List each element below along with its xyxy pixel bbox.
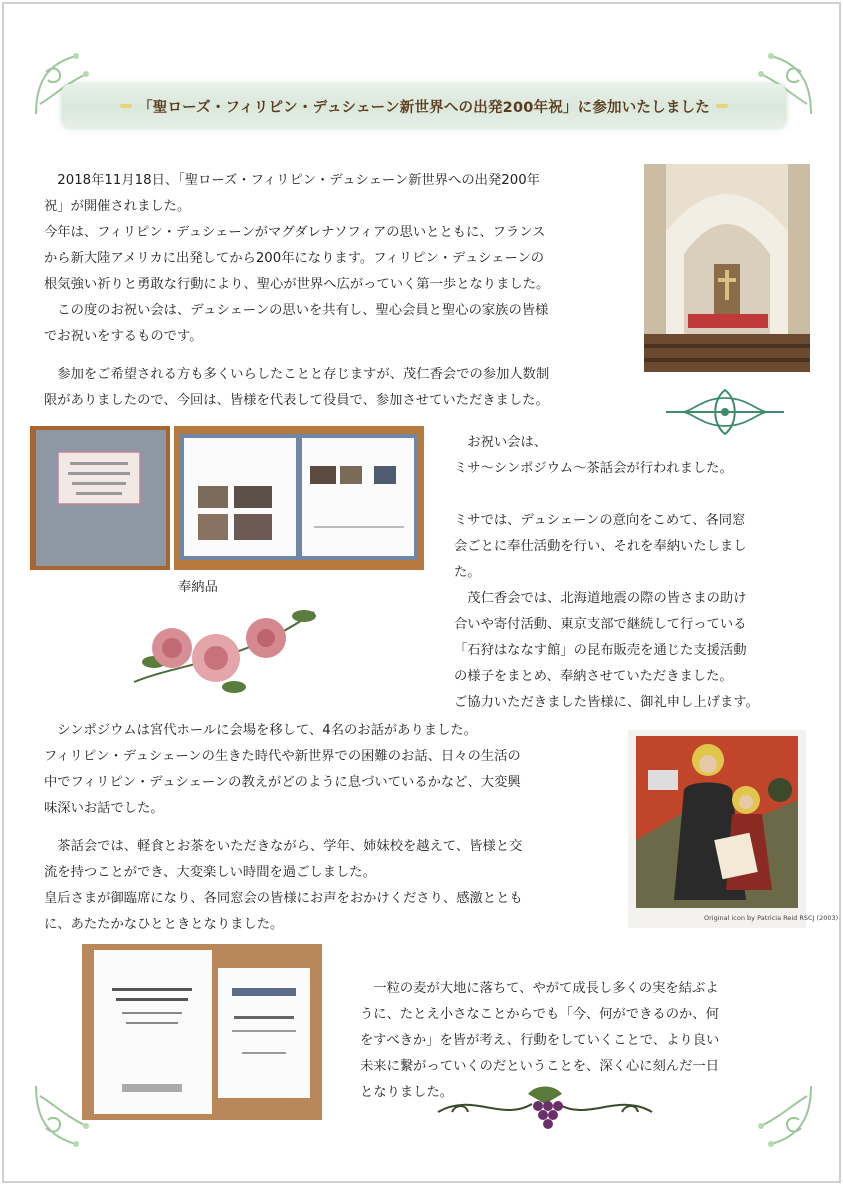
intro-paragraph: [44, 168, 624, 350]
text-line: 「石狩はななす館」の昆布販売を通じた支援活動: [454, 643, 747, 658]
text-line: 今年は、フィリピン・デュシェーンがマグダレナソフィアの思いとともに、フランス: [44, 225, 546, 240]
text-line: [454, 482, 804, 508]
grape-ornament-icon: [432, 1082, 658, 1142]
offering-caption: 奉納品: [178, 580, 218, 595]
text-line: ご協力いただきました皆様に、御礼申し上げます。: [454, 695, 759, 710]
offering-album-cover-photo: [30, 426, 170, 570]
tea-paragraph: [44, 834, 624, 938]
text-line: に、あたたかなひとときとなりました。: [44, 917, 284, 932]
text-line: ミサ～シンポジウム～茶話会が行われました。: [454, 461, 733, 476]
offering-album-open-photo: [174, 426, 424, 570]
text-line: 2018年11月18日、「聖ローズ・フィリピン・デュシェーン新世界への出発200年: [44, 173, 540, 188]
title-banner: [62, 84, 786, 128]
text-line: 参加をご希望される方も多くいらしたことと存じますが、茂仁香会での参加人数制: [44, 367, 550, 382]
page-title: 「聖ローズ・フィリピン・デュシェーン新世界への出発200年祝」に参加いたしました: [138, 99, 710, 116]
text-line: 茶話会では、軽食とお茶をいただきながら、学年、姉妹校を越えて、皆様と交: [44, 839, 523, 854]
dash-icon: [120, 104, 132, 108]
text-line: 中でフィリピン・デュシェーンの教えがどのように息づいているかなど、大変興: [44, 775, 521, 790]
text-line: の様子をまとめ、奉納させていただきました。: [454, 669, 733, 684]
text-line: シンポジウムは宮代ホールに会場を移して、4名のお話がありました。: [44, 723, 477, 738]
text-line: 限がありましたので、今回は、皆様を代表して役員で、参加させていただきました。: [44, 393, 549, 408]
text-line: た。: [454, 565, 481, 580]
text-line: 根気強い祈りと勇敢な行動により、聖心が世界へ広がっていく第一歩となりました。: [44, 277, 550, 292]
programs-photo: [82, 944, 322, 1120]
text-line: でお祝いをするものです。: [44, 329, 203, 344]
text-line: 流を持つことができ、大変楽しい時間を過ごしました。: [44, 865, 376, 880]
text-line: 皇后さまが御臨席になり、各同窓会の皆様にお声をおかけくださり、感激ととも: [44, 891, 523, 906]
text-line: 一粒の麦が大地に落ちて、やがて成長し多くの実を結ぶよ: [360, 981, 719, 996]
dash-icon: [716, 104, 728, 108]
text-line: うに、たとえ小さなことからでも「今、何ができるのか、何: [360, 1007, 719, 1022]
text-line: お祝い会は、: [454, 435, 548, 450]
ceremony-paragraph: [454, 430, 804, 716]
church-altar-photo: [644, 164, 810, 372]
participation-paragraph: [44, 362, 634, 414]
symposium-paragraph: [44, 718, 624, 822]
text-line: から新大陸アメリカに出発してから200年になります。フィリピン・デュシェーンの: [44, 251, 545, 266]
icon-credit: Original icon by Patricia Reid RSCJ (2003): [704, 914, 839, 922]
roses-illustration-icon: [124, 602, 324, 702]
text-line: 未来に繋がっていくのだということを、深く心に刻んだ一日: [360, 1059, 720, 1074]
page: [2, 2, 841, 1183]
text-line: 祝」が開催されました。: [44, 199, 191, 214]
text-line: となりました。: [360, 1085, 454, 1100]
text-line: 会ごとに奉仕活動を行い、それを奉納いたしまし: [454, 539, 747, 554]
text-line: ミサでは、デュシェーンの意向をこめて、各同窓: [454, 513, 746, 528]
text-line: この度のお祝い会は、デュシェーンの思いを共有し、聖心会員と聖心の家族の皆様: [44, 303, 549, 318]
text-line: 合いや寄付活動、東京支部で継続して行っている: [454, 617, 747, 632]
text-line: 味深いお話でした。: [44, 801, 164, 816]
icon-painting-photo: [628, 730, 839, 928]
text-line: 茂仁香会では、北海道地震の際の皆さまの助け: [454, 591, 747, 606]
text-line: をすべきか」を皆が考え、行動をしていくことで、より良い: [360, 1033, 720, 1048]
text-line: フィリピン・デュシェーンの生きた時代や新世界での困難のお話、日々の生活の: [44, 749, 521, 764]
